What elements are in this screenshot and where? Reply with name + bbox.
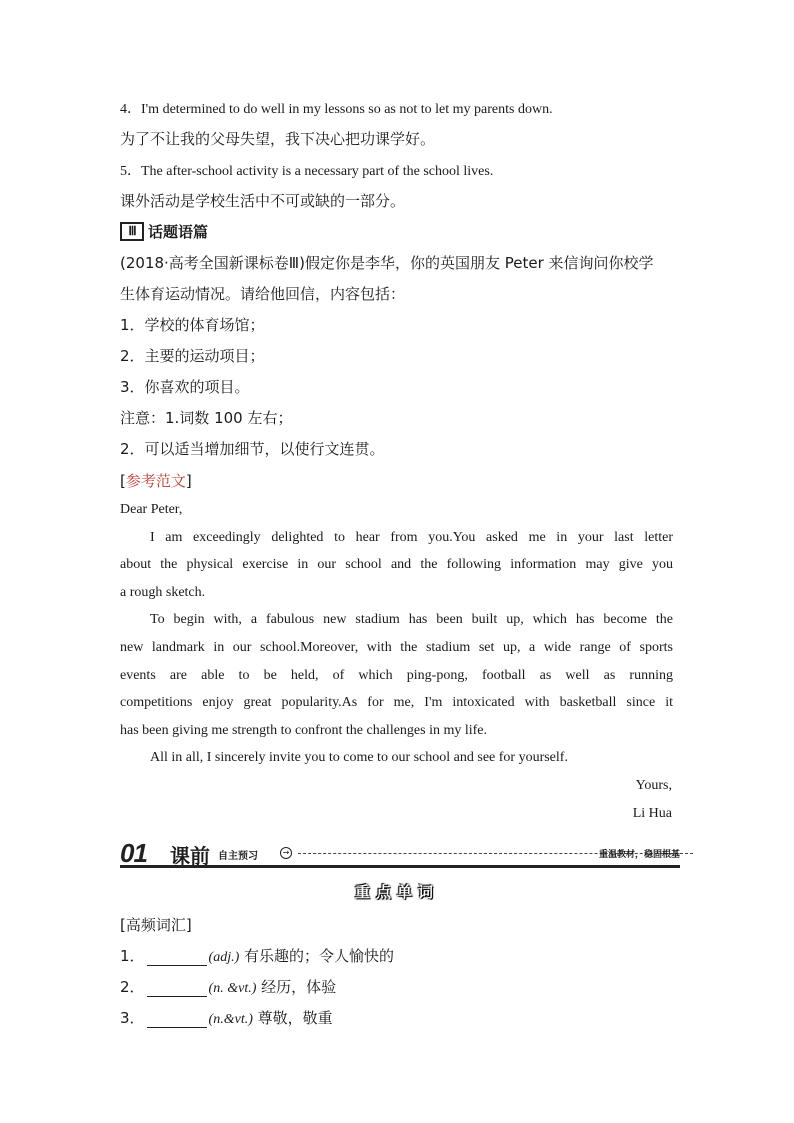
letter-p1-line-1: I am exceedingly delighted to hear from you.You asked me in your last letter	[150, 530, 673, 545]
answer-blank[interactable]	[147, 982, 207, 997]
prompt-line-2: 生体育运动情况。请给他回信，内容包括：	[120, 285, 406, 303]
sentence-5-en: 5．The after-school activity is a necessary part of the school lives.	[120, 164, 494, 179]
letter-p1-line-2: about the physical exercise in our school and the following information may give you	[120, 557, 673, 572]
prompt-line-1: (2018·高考全国新课标卷Ⅲ)假定你是李华，你的英国朋友 Peter 来信询问你校学	[120, 254, 654, 272]
banner-title: 课前	[170, 844, 210, 868]
letter-p3: All in all, I sincerely invite you to come to our school and see for yourself.	[150, 750, 568, 765]
vocab-item-3: 3． (n.&vt.) 尊敬，敬重	[120, 1009, 333, 1027]
section-banner	[120, 838, 680, 866]
vocab-item-1: 1． (adj.) 有乐趣的；令人愉快的	[120, 947, 395, 965]
banner-rule	[120, 865, 680, 868]
prompt-note-2: 2．可以适当增加细节，以使行文连贯。	[120, 440, 385, 458]
prompt-item-2: 2．主要的运动项目；	[120, 347, 265, 365]
letter-p2-line-2: new landmark in our school.Moreover, with the stadium set up, a wide range of sports	[120, 640, 673, 655]
sentence-5-zh: 课外活动是学校生活中不可或缺的一部分。	[120, 192, 406, 210]
letter-signature: Li Hua	[632, 806, 672, 821]
banner-number: 01	[120, 838, 147, 868]
prompt-item-3: 3．你喜欢的项目。	[120, 378, 250, 396]
section-heading	[120, 221, 208, 242]
sentence-4-en: 4．I'm determined to do well in my lessons so as not to let my parents down.	[120, 102, 553, 117]
section-title: 话题语篇	[148, 223, 209, 241]
banner-subtitle: 自主预习	[218, 851, 258, 862]
answer-blank[interactable]	[147, 1013, 207, 1028]
prompt-item-1: 1．学校的体育场馆；	[120, 316, 265, 334]
letter-closing: Yours,	[635, 778, 672, 793]
letter-p1-line-3: a rough sketch.	[120, 585, 206, 600]
vocab-item-2: 2． (n. &vt.) 经历，体验	[120, 978, 337, 996]
sentence-4-zh: 为了不让我的父母失望，我下决心把功课学好。	[120, 130, 436, 148]
banner-tagline: 重温教材，稳固根基	[598, 850, 680, 860]
letter-p2-line-4: competitions enjoy great popularity.As for me, I'm intoxicated with basketball since it	[120, 695, 673, 710]
vocab-title: 重点单词	[354, 883, 439, 901]
letter-p2-line-5: has been giving me strength to confront the challenges in my life.	[120, 723, 488, 738]
letter-p2-line-1: To begin with, a fabulous new stadium has been built up, which has become the	[150, 612, 673, 627]
arrow-right-icon: →	[280, 847, 292, 859]
reference-label: [参考范文]	[120, 472, 192, 490]
section-number-box: Ⅲ	[120, 222, 144, 241]
prompt-note-1: 注意：1.词数 100 左右；	[120, 409, 293, 427]
answer-blank[interactable]	[147, 951, 207, 966]
letter-greeting: Dear Peter,	[120, 502, 183, 517]
letter-p2-line-3: events are able to be held, of which ping-pong, football as well as running	[120, 668, 673, 683]
vocab-category: [高频词汇]	[120, 916, 192, 934]
